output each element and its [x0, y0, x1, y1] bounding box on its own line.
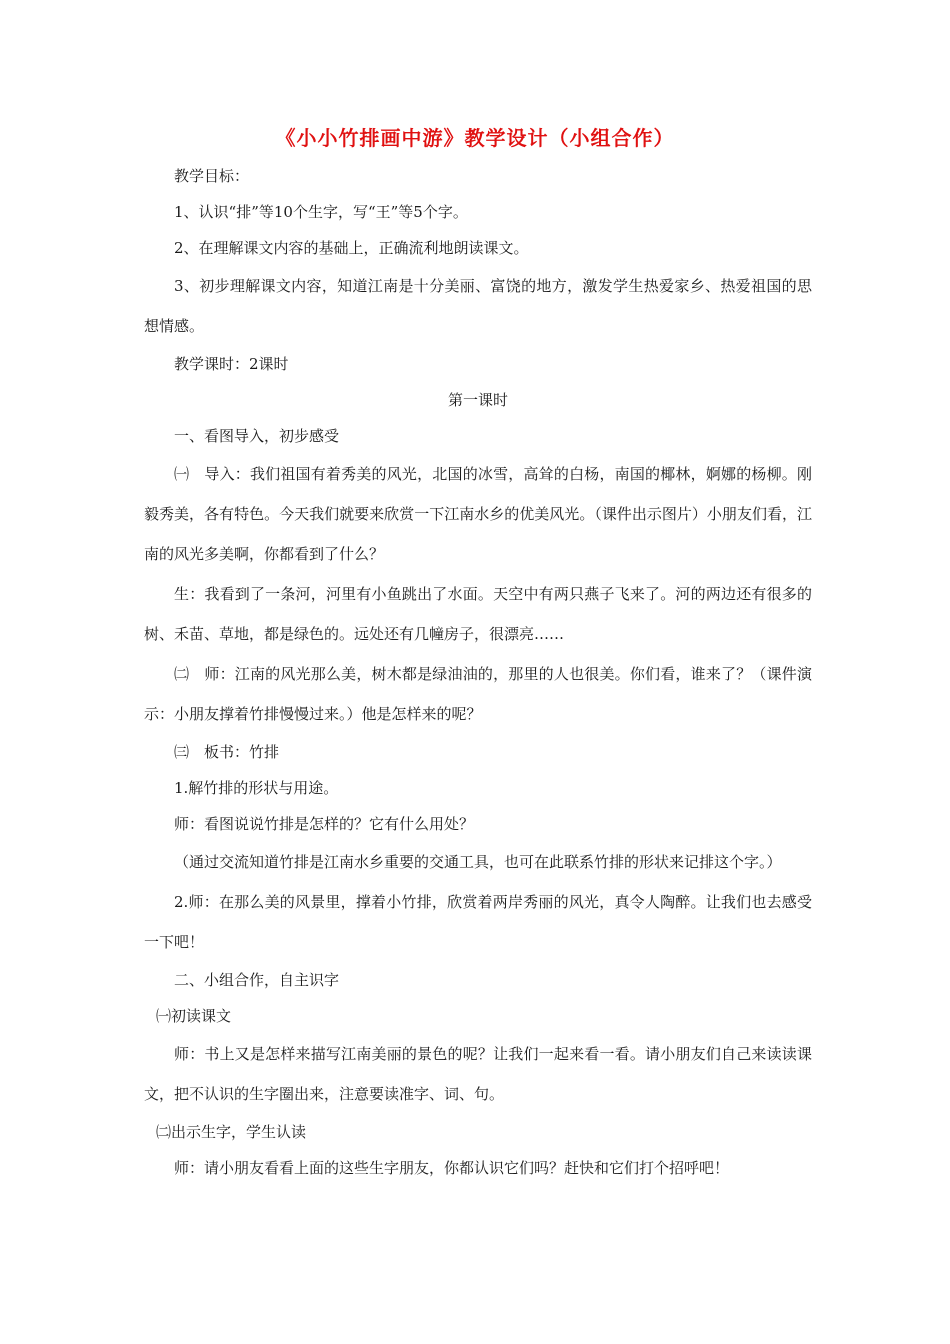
- paragraph: 2、在理解课文内容的基础上，正确流利地朗读课文。: [174, 239, 529, 257]
- paragraph: ㈠初读课文: [156, 1007, 232, 1025]
- paragraph: 师：请小朋友看看上面的这些生字朋友，你都认识它们吗？赶快和它们打个招呼吧！: [174, 1159, 730, 1177]
- paragraph: 二、小组合作，自主识字: [174, 971, 340, 989]
- paragraph: 3、初步理解课文内容，知道江南是十分美丽、富饶的地方，激发学生热爱家乡、热爱祖国的思想情感。: [144, 277, 812, 335]
- paragraph: 生：我看到了一条河，河里有小鱼跳出了水面。天空中有两只燕子飞来了。河的两边还有很多的树、禾苗、草地，都是绿色的。远处还有几幢房子，很漂亮……: [144, 585, 812, 643]
- paragraph: ㈡ 师：江南的风光那么美，树木都是绿油油的，那里的人也很美。你们看，谁来了？（课件演示：小朋友撑着竹排慢慢过来。）他是怎样来的呢？: [144, 665, 812, 723]
- paragraph: 师：看图说说竹排是怎样的？它有什么用处？: [174, 815, 475, 833]
- paragraph: ㈢ 板书：竹排: [174, 743, 280, 761]
- document-title: 《小小竹排画中游》教学设计（小组合作）: [275, 126, 675, 150]
- paragraph: 2.师：在那么美的风景里，撑着小竹排，欣赏着两岸秀丽的风光，真令人陶醉。让我们也去感受一下吧！: [144, 893, 812, 951]
- paragraph: 师：书上又是怎样来描写江南美丽的景色的呢？让我们一起来看一看。请小朋友们自己来读读课文，把不认识的生字圈出来，注意要读准字、词、句。: [144, 1045, 812, 1103]
- paragraph: ㈡出示生字，学生认读: [156, 1123, 307, 1141]
- document-body: [144, 158, 812, 1186]
- paragraph: 1.解竹排的形状与用途。: [174, 779, 339, 797]
- paragraph: （通过交流知道竹排是江南水乡重要的交通工具，也可在此联系竹排的形状来记排这个字。）: [174, 853, 782, 871]
- section-heading: 第一课时: [447, 391, 508, 409]
- paragraph: 教学课时：2课时: [174, 355, 289, 373]
- paragraph: ㈠ 导入：我们祖国有着秀美的风光，北国的冰雪，高耸的白杨，南国的椰林，婀娜的杨柳。刚毅秀美，各有特色。今天我们就要来欣赏一下江南水乡的优美风光。（课件出示图片）小朋友们看，江南的风光多美啊，你都看到了什么？: [144, 465, 812, 563]
- paragraph: 一、看图导入，初步感受: [174, 427, 340, 445]
- paragraph: 教学目标：: [174, 167, 250, 185]
- paragraph: 1、认识“排”等10个生字，写“王”等5个字。: [174, 203, 468, 221]
